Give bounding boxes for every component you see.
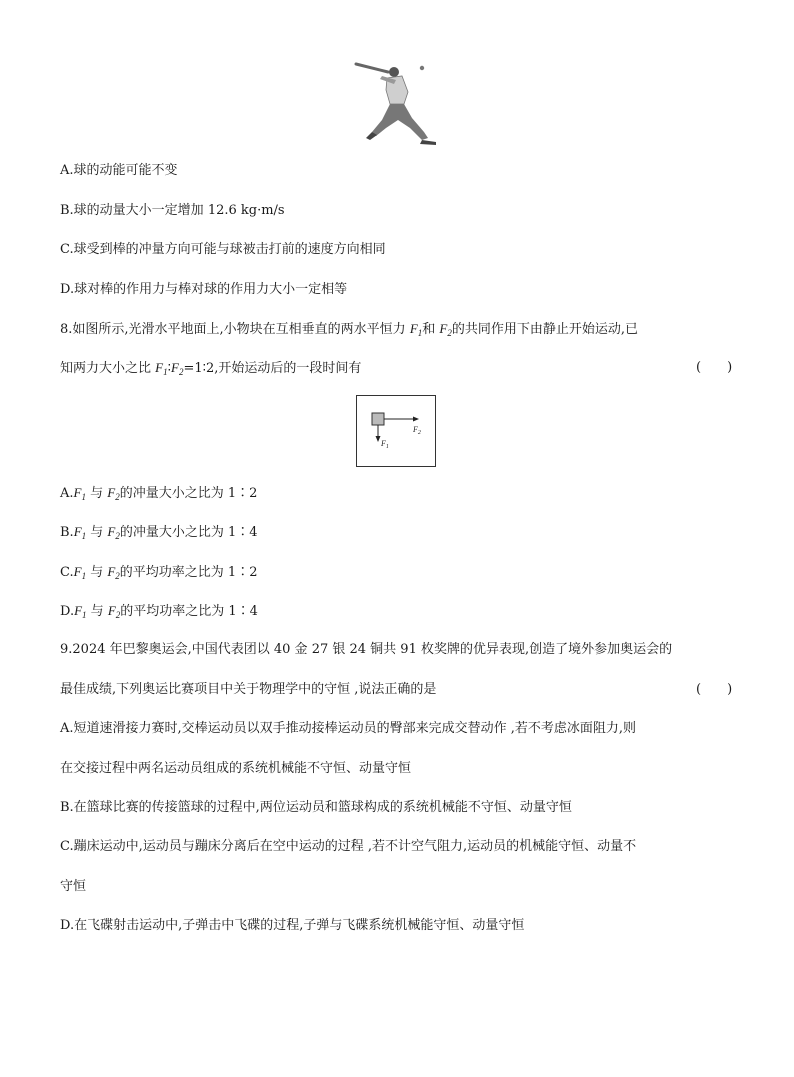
var-f1: $F_1$ bbox=[409, 321, 423, 338]
q9-answer-blank: ( ) bbox=[696, 682, 733, 697]
q7-option-c: C.球受到棒的冲量方向可能与球被击打前的速度方向相同 bbox=[60, 242, 386, 257]
var-f2: $F_2$ bbox=[439, 321, 452, 338]
q7-option-d: D.球对棒的作用力与棒对球的作用力大小一定相等 bbox=[60, 282, 348, 297]
label-f2: $F_2$ bbox=[413, 425, 421, 436]
var-f2: $F_2$ bbox=[107, 524, 120, 541]
q8-stem-part: 8.如图所示,光滑水平地面上,小物块在互相垂直的两水平恒力 bbox=[60, 322, 410, 337]
q8-option-d-text: 的平均功率之比为 1∶4 bbox=[120, 604, 258, 619]
var-f2: $F_2$ bbox=[107, 564, 120, 581]
var-f1: $F_1$ bbox=[73, 524, 87, 541]
q9-stem-line1: 9.2024 年巴黎奥运会,中国代表团以 40 金 27 银 24 铜共 91 枚奖牌的优异表现,创造了境外参加奥运会的 bbox=[60, 642, 673, 657]
q7-option-a: A.球的动能可能不变 bbox=[60, 163, 178, 178]
q8-stem-part: 知两力大小之比 bbox=[60, 361, 156, 376]
q9-option-c-line1: C.蹦床运动中,运动员与蹦床分离后在空中运动的过程 ,若不计空气阻力,运动员的机械能守恒、动量不 bbox=[60, 839, 637, 854]
var-f2: $F_2$ bbox=[107, 603, 121, 620]
q8-stem-part: 的共同作用下由静止开始运动,已 bbox=[451, 322, 638, 337]
q9-option-a-line1: A.短道速滑接力赛时,交棒运动员以双手推动接棒运动员的臀部来完成交替动作 ,若不考虑冰面阻力,则 bbox=[60, 721, 637, 736]
q9-option-a-line2: 在交接过程中两名运动员组成的系统机械能不守恒、动量守恒 bbox=[60, 761, 412, 776]
q8-option-b: $B.F_1$ 与 $F_2$的冲量大小之比为 1∶4 bbox=[60, 524, 258, 541]
label-f1: $F_1$ bbox=[381, 439, 389, 450]
var-f1: $F_1$ bbox=[155, 360, 168, 377]
var-f1: $F_1$ bbox=[73, 564, 87, 581]
q9-option-c-line2: 守恒 bbox=[60, 879, 87, 894]
force-diagram bbox=[356, 395, 436, 467]
q8-option-a: $A.F_1$ 与 $F_2$的冲量大小之比为 1∶2 bbox=[60, 485, 258, 502]
q7-option-b: B.球的动量大小一定增加 12.6 kg·m/s bbox=[60, 203, 285, 218]
var-f1: $F_1$ bbox=[74, 603, 87, 620]
q9-stem-line2: 最佳成绩,下列奥运比赛项目中关于物理学中的守恒 ,说法正确的是 bbox=[60, 682, 437, 697]
q8-option-b-text: 的冲量大小之比为 1∶4 bbox=[119, 525, 258, 540]
var-f2: $F_2$ bbox=[170, 360, 184, 377]
q8-stem-line2: 知两力大小之比 $F_1∶F_2=1∶2$,开始运动后的一段时间有 bbox=[60, 360, 362, 377]
q8-answer-blank: ( ) bbox=[696, 360, 733, 375]
q8-option-c-text: 的平均功率之比为 1∶2 bbox=[119, 565, 258, 580]
force-diagram-svg bbox=[357, 396, 435, 466]
q8-option-d: $D.F_1$ 与 $F_2$的平均功率之比为 1∶4 bbox=[60, 603, 258, 620]
q8-option-a-text: 的冲量大小之比为 1∶2 bbox=[119, 486, 258, 501]
q8-option-c: $C.F_1$ 与 $F_2$的平均功率之比为 1∶2 bbox=[60, 564, 258, 581]
q9-option-b: B.在篮球比赛的传接篮球的过程中,两位运动员和篮球构成的系统机械能不守恒、动量守恒 bbox=[60, 800, 572, 815]
var-f2: $F_2$ bbox=[107, 485, 120, 502]
q8-stem-line1 bbox=[60, 320, 638, 342]
q8-ratio-text: =1∶2,开始运动后的一段时间有 bbox=[183, 361, 362, 376]
var-f1: $F_1$ bbox=[73, 485, 86, 502]
q9-option-d: D.在飞碟射击运动中,子弹击中飞碟的过程,子弹与飞碟系统机械能守恒、动量守恒 bbox=[60, 918, 525, 933]
baseball-player-figure bbox=[352, 58, 442, 148]
q8-stem-part: 和 bbox=[422, 322, 440, 337]
